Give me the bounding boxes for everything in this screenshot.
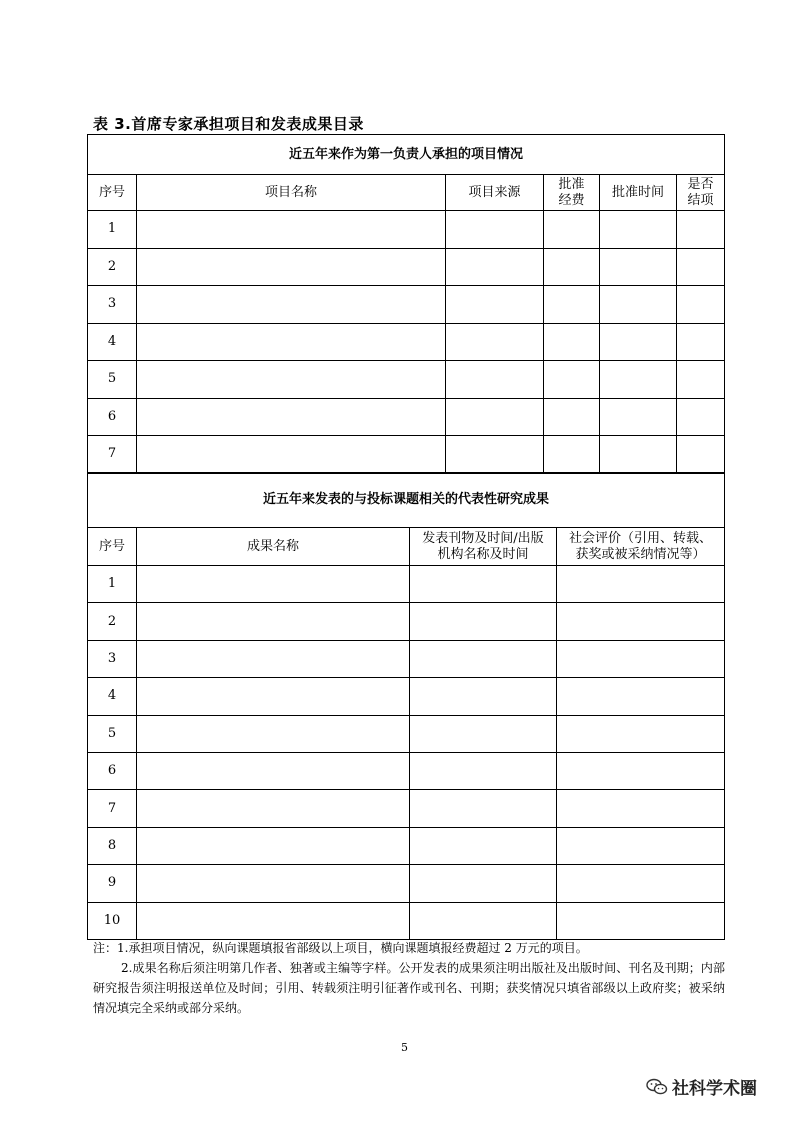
table-row: [88, 790, 725, 827]
empty-cell[interactable]: [137, 286, 446, 324]
empty-cell[interactable]: [544, 398, 600, 436]
empty-cell[interactable]: [410, 715, 557, 752]
empty-cell[interactable]: [557, 715, 725, 752]
results-section-title: 近五年来发表的与投标课题相关的代表性研究成果: [88, 473, 725, 528]
notes: [93, 938, 725, 1018]
empty-cell[interactable]: [544, 323, 600, 361]
watermark: [646, 1074, 757, 1099]
results-table: [87, 472, 725, 940]
empty-cell[interactable]: [544, 361, 600, 399]
header-publication: [410, 528, 557, 566]
row-number: 6: [88, 398, 137, 436]
table-row: [88, 398, 725, 436]
empty-cell[interactable]: [410, 603, 557, 640]
row-number: 6: [88, 752, 137, 789]
row-number: 9: [88, 865, 137, 902]
empty-cell[interactable]: [600, 248, 677, 286]
empty-cell[interactable]: [446, 398, 544, 436]
results-header-row: [88, 528, 725, 566]
empty-cell[interactable]: [137, 752, 410, 789]
empty-cell[interactable]: [137, 603, 410, 640]
empty-cell[interactable]: [410, 827, 557, 864]
header-publication-line1: 发表刊物及时间/出版: [422, 530, 544, 546]
row-number: 2: [88, 248, 137, 286]
wechat-icon: [646, 1078, 668, 1096]
table-row: [88, 865, 725, 902]
note-line-2: 2.成果名称后须注明第几作者、独著或主编等字样。公开发表的成果须注明出版社及出版时间、刊名及刊期；内部研究报告须注明报送单位及时间；引用、转载须注明引征著作或刊名、刊期；获奖情况只填省部级以上政府奖；被采纳情况填完全采纳或部分采纳。: [93, 961, 725, 1015]
header-evaluation-line1: 社会评价（引用、转载、: [569, 530, 713, 546]
header-project-source: 项目来源: [446, 175, 544, 211]
table-row: [88, 640, 725, 677]
header-project-name: 项目名称: [137, 175, 446, 211]
empty-cell[interactable]: [446, 211, 544, 249]
row-number: 5: [88, 715, 137, 752]
header-no: 序号: [88, 528, 137, 566]
row-number: 10: [88, 902, 137, 939]
header-completed-line1: 是否: [687, 176, 714, 192]
empty-cell[interactable]: [557, 790, 725, 827]
empty-cell[interactable]: [137, 678, 410, 715]
table-row: [88, 603, 725, 640]
empty-cell[interactable]: [137, 715, 410, 752]
empty-cell[interactable]: [137, 865, 410, 902]
empty-cell[interactable]: [137, 436, 446, 474]
header-result-name: 成果名称: [137, 528, 410, 566]
row-number: 4: [88, 323, 137, 361]
empty-cell[interactable]: [446, 286, 544, 324]
projects-table: [87, 134, 725, 474]
empty-cell[interactable]: [410, 678, 557, 715]
table-row: [88, 248, 725, 286]
empty-cell[interactable]: [544, 211, 600, 249]
header-publication-line2: 机构名称及时间: [437, 546, 529, 562]
table-row: [88, 566, 725, 603]
watermark-text: 社科学术圈: [672, 1079, 757, 1099]
empty-cell[interactable]: [677, 323, 725, 361]
table-row: [88, 286, 725, 324]
table-caption: 表 3.首席专家承担项目和发表成果目录: [93, 115, 364, 133]
empty-cell[interactable]: [600, 361, 677, 399]
header-evaluation: [557, 528, 725, 566]
empty-cell[interactable]: [677, 398, 725, 436]
row-number: 1: [88, 566, 137, 603]
empty-cell[interactable]: [137, 827, 410, 864]
header-approved-funds: [544, 175, 600, 211]
table-row: [88, 436, 725, 474]
empty-cell[interactable]: [137, 640, 410, 677]
empty-cell[interactable]: [677, 248, 725, 286]
table-row: [88, 752, 725, 789]
empty-cell[interactable]: [410, 752, 557, 789]
empty-cell[interactable]: [677, 361, 725, 399]
row-number: 7: [88, 436, 137, 474]
header-approval-time: 批准时间: [600, 175, 677, 211]
header-funds-line1: 批准: [558, 176, 585, 192]
row-number: 4: [88, 678, 137, 715]
note-line-1: 注：1.承担项目情况，纵向课题填报省部级以上项目，横向课题填报经费超过 2 万元的项目。: [93, 941, 588, 955]
empty-cell[interactable]: [600, 323, 677, 361]
table-row: [88, 361, 725, 399]
row-number: 3: [88, 640, 137, 677]
empty-cell[interactable]: [600, 436, 677, 474]
empty-cell[interactable]: [557, 827, 725, 864]
empty-cell[interactable]: [410, 865, 557, 902]
empty-cell[interactable]: [600, 398, 677, 436]
empty-cell[interactable]: [557, 752, 725, 789]
empty-cell[interactable]: [446, 248, 544, 286]
empty-cell[interactable]: [137, 790, 410, 827]
empty-cell[interactable]: [446, 436, 544, 474]
table-row: [88, 323, 725, 361]
empty-cell[interactable]: [544, 436, 600, 474]
empty-cell[interactable]: [446, 361, 544, 399]
empty-cell[interactable]: [600, 211, 677, 249]
row-number: 5: [88, 361, 137, 399]
projects-section-title: 近五年来作为第一负责人承担的项目情况: [88, 135, 725, 175]
empty-cell[interactable]: [137, 361, 446, 399]
table-row: [88, 678, 725, 715]
header-completed-line2: 结项: [687, 192, 714, 208]
table-row: [88, 827, 725, 864]
empty-cell[interactable]: [410, 640, 557, 677]
empty-cell[interactable]: [137, 248, 446, 286]
header-funds-line2: 经费: [558, 192, 585, 208]
empty-cell[interactable]: [410, 566, 557, 603]
row-number: 8: [88, 827, 137, 864]
page-number: 5: [401, 1041, 408, 1054]
empty-cell[interactable]: [677, 211, 725, 249]
empty-cell[interactable]: [557, 640, 725, 677]
empty-cell[interactable]: [137, 398, 446, 436]
empty-cell[interactable]: [544, 248, 600, 286]
header-no: 序号: [88, 175, 137, 211]
empty-cell[interactable]: [544, 286, 600, 324]
empty-cell[interactable]: [446, 323, 544, 361]
row-number: 2: [88, 603, 137, 640]
empty-cell[interactable]: [557, 678, 725, 715]
empty-cell[interactable]: [410, 790, 557, 827]
table-row: [88, 715, 725, 752]
empty-cell[interactable]: [557, 902, 725, 939]
empty-cell[interactable]: [677, 436, 725, 474]
empty-cell[interactable]: [557, 603, 725, 640]
table-row: [88, 211, 725, 249]
row-number: 1: [88, 211, 137, 249]
header-evaluation-line2: 获奖或被采纳情况等）: [575, 546, 706, 562]
table-row: [88, 902, 725, 939]
empty-cell[interactable]: [137, 902, 410, 939]
empty-cell[interactable]: [557, 865, 725, 902]
empty-cell[interactable]: [137, 211, 446, 249]
row-number: 3: [88, 286, 137, 324]
empty-cell[interactable]: [557, 566, 725, 603]
header-completed: [677, 175, 725, 211]
row-number: 7: [88, 790, 137, 827]
empty-cell[interactable]: [600, 286, 677, 324]
empty-cell[interactable]: [410, 902, 557, 939]
empty-cell[interactable]: [137, 323, 446, 361]
projects-header-row: [88, 175, 725, 211]
empty-cell[interactable]: [677, 286, 725, 324]
empty-cell[interactable]: [137, 566, 410, 603]
